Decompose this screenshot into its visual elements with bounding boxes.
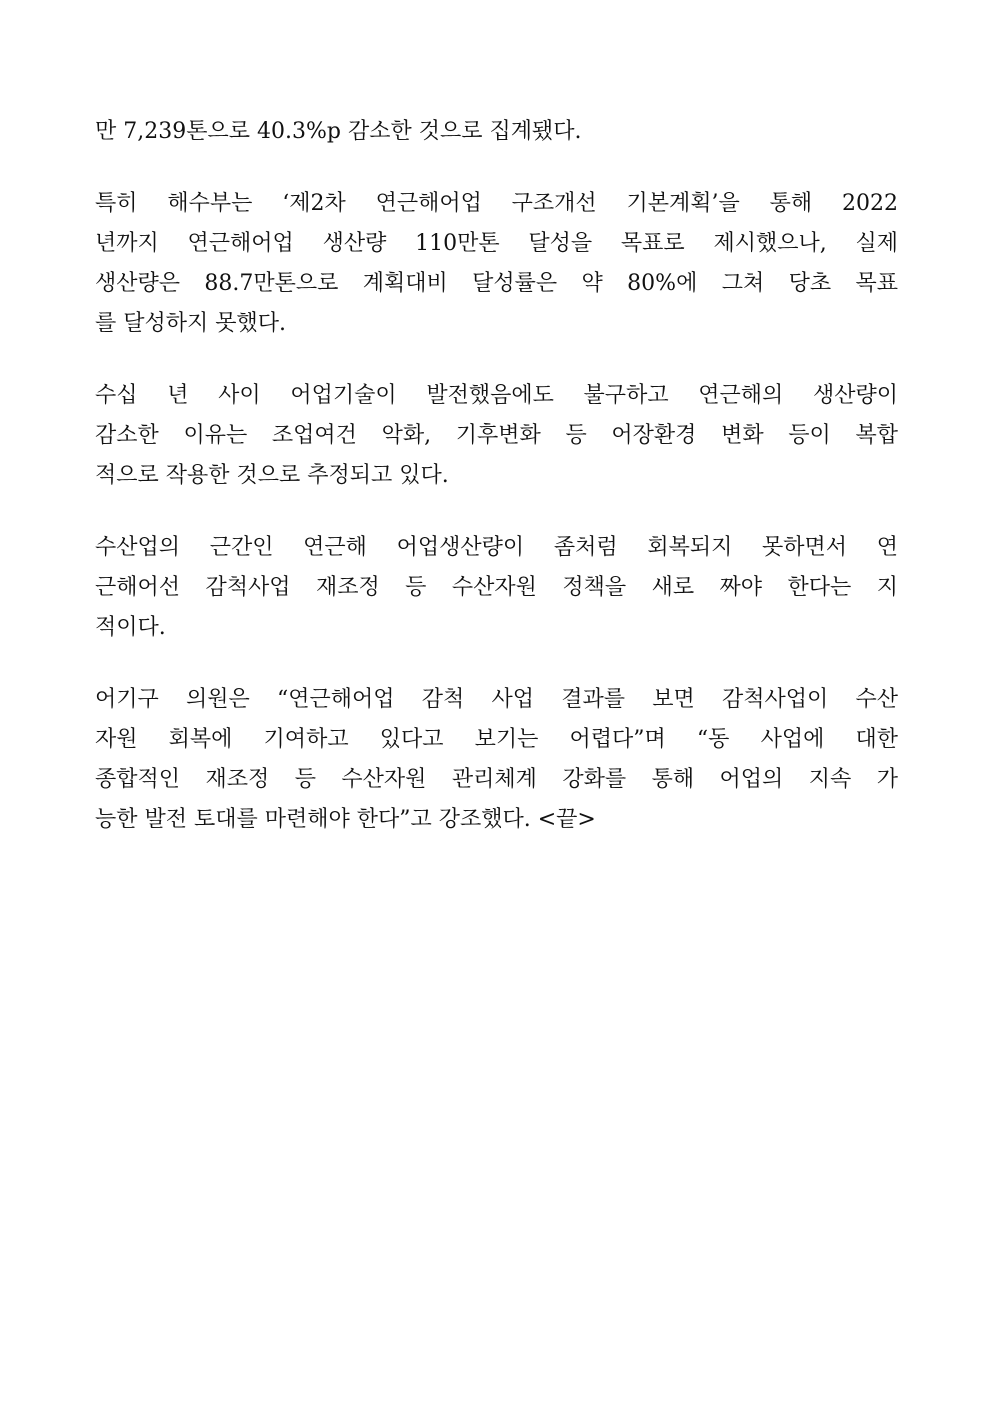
text-line: 능한 발전 토대를 마련해야 한다”고 강조했다. <끝> [95,807,596,832]
paragraph-4 [95,528,898,648]
paragraph-3 [95,376,898,496]
text-line: 감소한 이유는 조업여건 악화, 기후변화 등 어장환경 변화 등이 복합 [95,423,898,448]
text-line: 적으로 작용한 것으로 추정되고 있다. [95,463,449,488]
text-line: 어기구 의원은 “연근해어업 감척 사업 결과를 보면 감척사업이 수산 [95,687,898,712]
text-line: 생산량은 88.7만톤으로 계획대비 달성률은 약 80%에 그쳐 당초 목표 [95,271,898,296]
text-line: 수산업의 근간인 연근해 어업생산량이 좀처럼 회복되지 못하면서 연 [95,535,898,560]
text-line: 만 7,239톤으로 40.3%p 감소한 것으로 집계됐다. [95,119,582,144]
text-line: 수십 년 사이 어업기술이 발전했음에도 불구하고 연근해의 생산량이 [95,383,898,408]
text-line: 특히 해수부는 ‘제2차 연근해어업 구조개선 기본계획’을 통해 2022 [95,191,898,216]
text-line: 년까지 연근해어업 생산량 110만톤 달성을 목표로 제시했으나, 실제 [95,231,898,256]
article-body [95,112,898,872]
paragraph-2 [95,184,898,344]
text-line: 자원 회복에 기여하고 있다고 보기는 어렵다”며 “동 사업에 대한 [95,727,898,752]
paragraph-1 [95,112,898,152]
text-line: 종합적인 재조정 등 수산자원 관리체계 강화를 통해 어업의 지속 가 [95,767,898,792]
text-line: 근해어선 감척사업 재조정 등 수산자원 정책을 새로 짜야 한다는 지 [95,575,898,600]
text-line: 를 달성하지 못했다. [95,311,286,336]
paragraph-5 [95,680,898,840]
text-line: 적이다. [95,615,166,640]
